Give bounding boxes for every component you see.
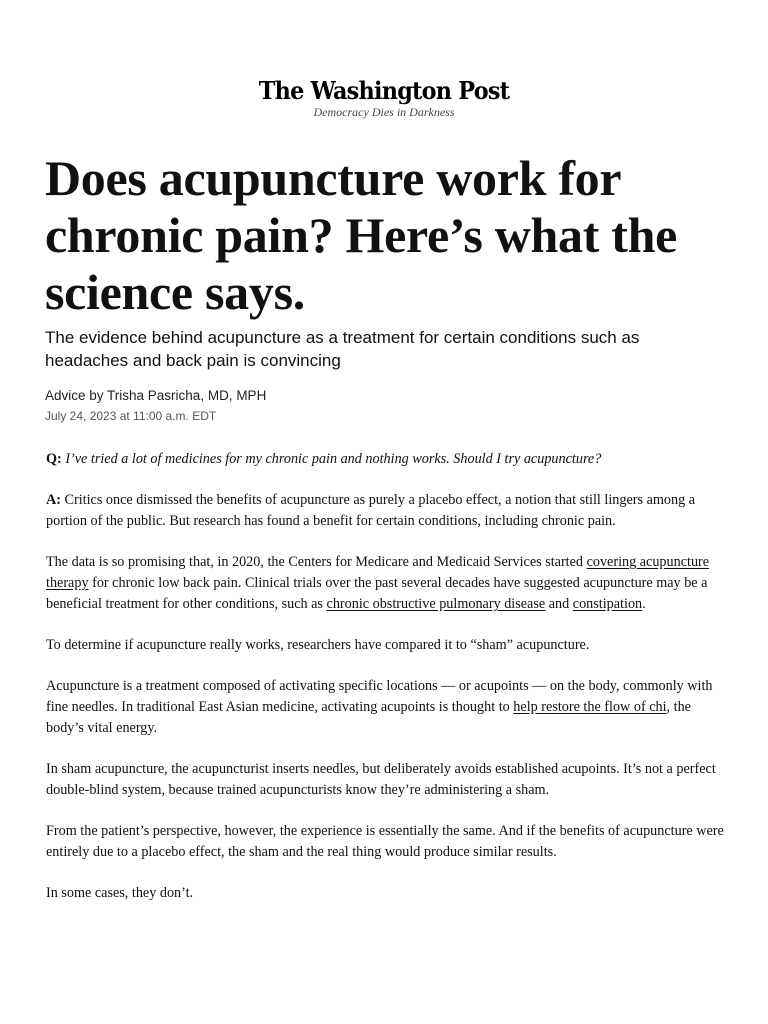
question-paragraph: [46, 449, 726, 470]
body-paragraph: In sham acupuncture, the acupuncturist inserts needles, but deliberately avoids established acupoints. It’s not a perfect double-blind system, because trained acupuncturists know they’re administering a sham.: [46, 761, 716, 798]
byline: Advice by Trisha Pasricha, MD, MPH: [45, 388, 267, 403]
article-headline: Does acupuncture work for chronic pain? Here’s what the science says.: [45, 150, 678, 320]
copd-link[interactable]: chronic obstructive pulmonary disease: [326, 596, 546, 612]
paragraph-text: .: [642, 596, 646, 612]
publish-timestamp: July 24, 2023 at 11:00 a.m. EDT: [45, 409, 217, 423]
paragraph-text: and: [545, 596, 573, 612]
article-body: [46, 449, 726, 924]
washington-post-logo[interactable]: The Washington Post: [258, 76, 510, 105]
answer-label: A:: [46, 492, 61, 508]
body-paragraph: From the patient’s perspective, however, the experience is essentially the same. And if the benefits of acupuncture were entirely due to a placebo effect, the sham and the real thing would produce similar results.: [46, 823, 724, 860]
answer-text: Critics once dismissed the benefits of acupuncture as purely a placebo effect, a notion that still lingers among a portion of the public. But research has found a benefit for certain conditions, including chronic pain.: [46, 492, 696, 529]
article-dek: The evidence behind acupuncture as a treatment for certain conditions such as headaches and back pain is convincing: [45, 328, 640, 370]
restore-flow-of-chi-link[interactable]: help restore the flow of chi: [513, 699, 667, 715]
paragraph-text: , the body’s vital energy.: [46, 699, 691, 736]
body-paragraph: [46, 676, 726, 739]
constipation-link[interactable]: constipation: [572, 596, 643, 612]
masthead: [0, 78, 768, 120]
question-label: Q:: [46, 451, 62, 467]
paragraph-text: Acupuncture is a treatment composed of activating specific locations — or acupoints — on the body, commonly with fine needles. In traditional East Asian medicine, activating acupoints is thought to: [46, 678, 713, 715]
body-paragraph: In some cases, they don’t.: [46, 885, 194, 901]
masthead-tagline: Democracy Dies in Darkness: [313, 105, 455, 119]
covering-acupuncture-therapy-link[interactable]: covering acupuncture therapy: [46, 554, 710, 591]
answer-paragraph: [46, 490, 726, 532]
body-paragraph: To determine if acupuncture really works, researchers have compared it to “sham” acupuncture.: [46, 637, 590, 653]
body-paragraph: [46, 552, 726, 615]
question-text: I’ve tried a lot of medicines for my chronic pain and nothing works. Should I try acupuncture?: [65, 451, 602, 467]
paragraph-text: for chronic low back pain. Clinical trials over the past several decades have suggested acupuncture may be a beneficial treatment for other conditions, such as: [46, 575, 708, 612]
paragraph-text: The data is so promising that, in 2020, the Centers for Medicare and Medicaid Services started: [46, 554, 587, 570]
